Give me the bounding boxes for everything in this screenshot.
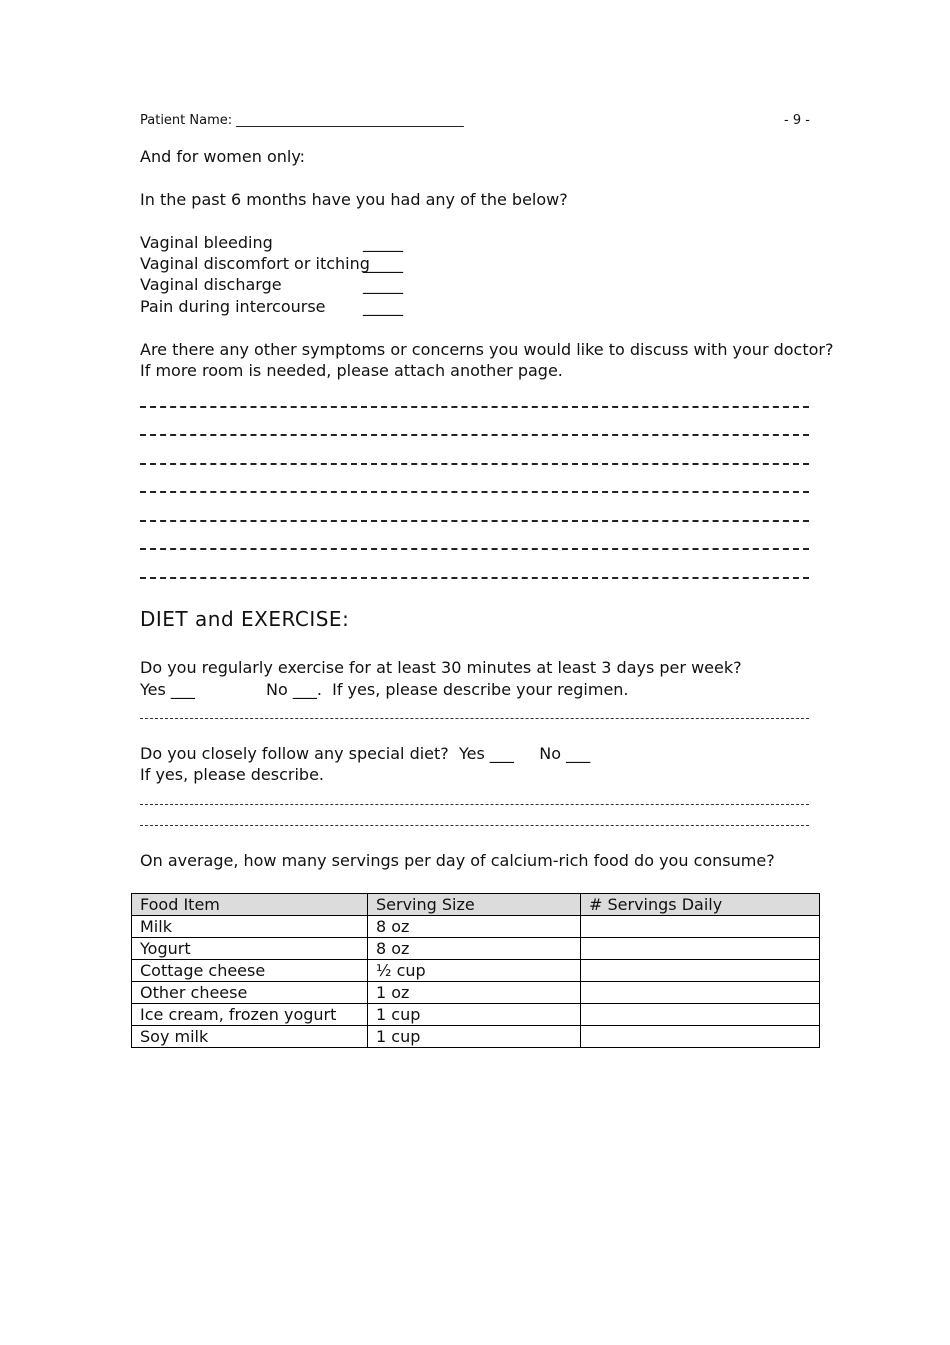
answer-line[interactable] — [140, 577, 809, 579]
symptom-blank-discharge[interactable]: _____ — [363, 275, 403, 294]
table-row — [132, 938, 820, 960]
special-diet-describe: If yes, please describe. — [140, 765, 325, 784]
symptom-label-discharge: Vaginal discharge — [140, 275, 282, 294]
answer-line[interactable] — [140, 491, 809, 493]
calcium-question: On average, how many servings per day of calcium-rich food do you consume? — [140, 851, 775, 870]
serving-size-cell: 8 oz — [368, 938, 581, 960]
exercise-yes-blank[interactable]: Yes ___ — [140, 680, 195, 699]
diet-answer-line[interactable] — [140, 804, 809, 805]
answer-line[interactable] — [140, 520, 809, 522]
table-row — [132, 1026, 820, 1048]
exercise-question: Do you regularly exercise for at least 30 minutes at least 3 days per week? — [140, 658, 742, 677]
food-item-cell: Yogurt — [132, 938, 368, 960]
symptom-blank-itching[interactable]: _____ — [363, 254, 403, 273]
other-concerns-note: If more room is needed, please attach another page. — [140, 361, 563, 380]
answer-line[interactable] — [140, 463, 809, 465]
table-row — [132, 916, 820, 938]
diet-exercise-heading: DIET and EXERCISE: — [140, 607, 350, 631]
table-row — [132, 1004, 820, 1026]
column-header-food-item: Food Item — [132, 894, 368, 916]
special-diet-question[interactable]: Do you closely follow any special diet? Yes ___ No ___ — [140, 744, 591, 763]
servings-daily-input[interactable] — [581, 960, 820, 982]
page-number: - 9 - — [784, 113, 810, 128]
serving-size-cell: ½ cup — [368, 960, 581, 982]
table-row — [132, 982, 820, 1004]
diet-answer-line[interactable] — [140, 825, 809, 826]
answer-line[interactable] — [140, 548, 809, 550]
symptom-blank-bleeding[interactable]: _____ — [363, 233, 403, 252]
servings-daily-input[interactable] — [581, 982, 820, 1004]
servings-daily-input[interactable] — [581, 1026, 820, 1048]
exercise-no-blank[interactable]: No ___. If yes, please describe your regimen. — [266, 680, 629, 699]
food-item-cell: Soy milk — [132, 1026, 368, 1048]
patient-name-field[interactable]: Patient Name: ___________________________________ — [140, 113, 464, 128]
food-item-cell: Other cheese — [132, 982, 368, 1004]
answer-line[interactable] — [140, 406, 809, 408]
calcium-food-table — [131, 893, 820, 1048]
food-item-cell: Cottage cheese — [132, 960, 368, 982]
serving-size-cell: 8 oz — [368, 916, 581, 938]
symptom-label-pain: Pain during intercourse — [140, 297, 326, 316]
food-item-cell: Milk — [132, 916, 368, 938]
column-header-serving-size: Serving Size — [368, 894, 581, 916]
serving-size-cell: 1 cup — [368, 1004, 581, 1026]
servings-daily-input[interactable] — [581, 916, 820, 938]
women-heading: And for women only: — [140, 147, 306, 166]
symptom-label-bleeding: Vaginal bleeding — [140, 233, 273, 252]
exercise-answer-line[interactable] — [140, 718, 809, 719]
table-row — [132, 960, 820, 982]
servings-daily-input[interactable] — [581, 1004, 820, 1026]
symptom-label-itching: Vaginal discomfort or itching — [140, 254, 370, 273]
other-concerns-question: Are there any other symptoms or concerns you would like to discuss with your doctor? — [140, 340, 834, 359]
symptom-blank-pain[interactable]: _____ — [363, 297, 403, 316]
column-header-servings-daily: # Servings Daily — [581, 894, 820, 916]
serving-size-cell: 1 cup — [368, 1026, 581, 1048]
answer-line[interactable] — [140, 434, 809, 436]
table-header-row — [132, 894, 820, 916]
women-question: In the past 6 months have you had any of the below? — [140, 190, 568, 209]
servings-daily-input[interactable] — [581, 938, 820, 960]
serving-size-cell: 1 oz — [368, 982, 581, 1004]
food-item-cell: Ice cream, frozen yogurt — [132, 1004, 368, 1026]
